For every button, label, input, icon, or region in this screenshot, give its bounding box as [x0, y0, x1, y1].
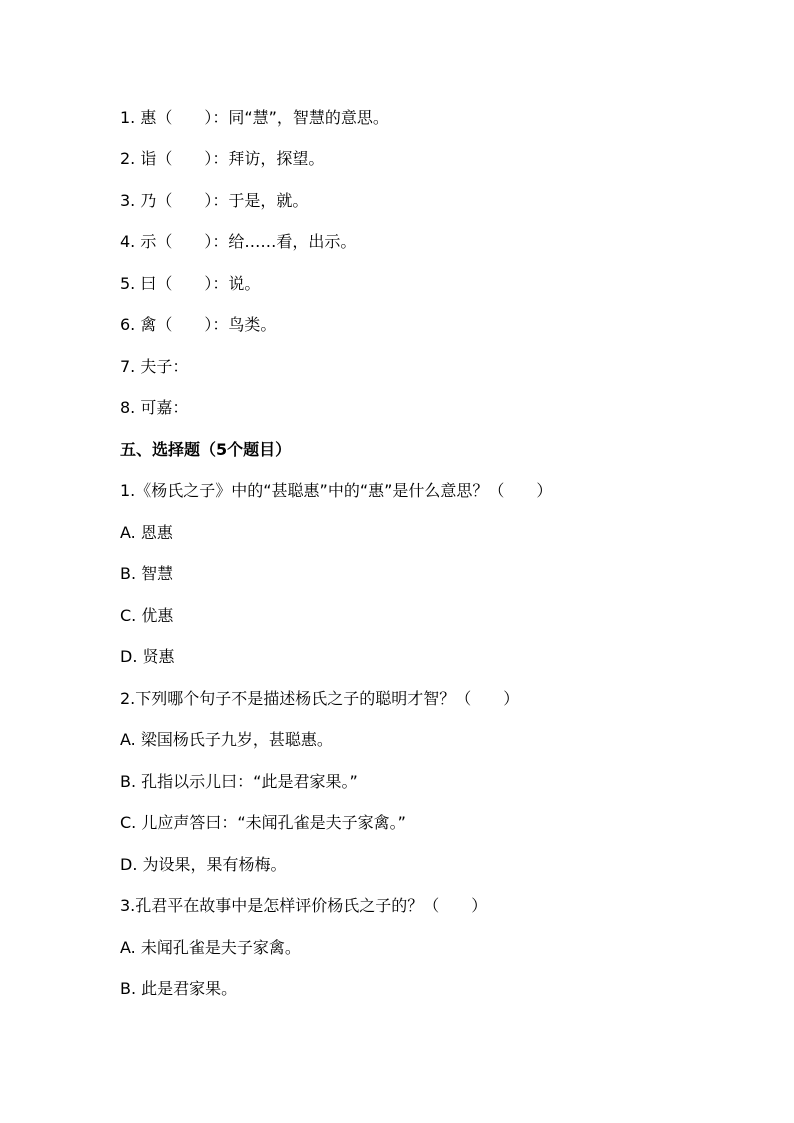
- question-2-stem: 2.下列哪个句子不是描述杨氏之子的聪明才智？（ ）: [120, 689, 520, 708]
- vocab-item-7: 7. 夫子：: [120, 357, 189, 376]
- question-2-option-b: B. 孔指以示儿曰：“此是君家果。”: [120, 772, 358, 791]
- question-2-option-c: C. 儿应声答曰：“未闻孔雀是夫子家禽。”: [120, 813, 406, 832]
- question-1-option-d: D. 贤惠: [120, 647, 175, 666]
- vocab-item-6: 6. 禽（ ）：鸟类。: [120, 315, 277, 334]
- question-3-option-a: A. 未闻孔雀是夫子家禽。: [120, 938, 301, 957]
- question-3-option-b: B. 此是君家果。: [120, 979, 238, 998]
- vocab-item-2: 2. 诣（ ）：拜访，探望。: [120, 149, 325, 168]
- question-3-stem: 3.孔君平在故事中是怎样评价杨氏之子的？（ ）: [120, 896, 488, 915]
- question-1-option-a: A. 恩惠: [120, 523, 173, 542]
- question-2-option-d: D. 为设果，果有杨梅。: [120, 855, 287, 874]
- question-1-stem: 1.《杨氏之子》中的“甚聪惠”中的“惠”是什么意思？（ ）: [120, 481, 553, 500]
- vocab-item-5: 5. 曰（ ）：说。: [120, 274, 261, 293]
- vocab-item-3: 3. 乃（ ）：于是，就。: [120, 191, 309, 210]
- section-title: 五、选择题（5个题目）: [120, 440, 292, 459]
- question-2-option-a: A. 梁国杨氏子九岁，甚聪惠。: [120, 730, 333, 749]
- vocab-item-8: 8. 可嘉：: [120, 398, 189, 417]
- vocab-item-1: 1. 惠（ ）：同“慧”，智慧的意思。: [120, 108, 389, 127]
- question-1-option-c: C. 优惠: [120, 606, 174, 625]
- vocab-item-4: 4. 示（ ）：给……看，出示。: [120, 232, 357, 251]
- question-1-option-b: B. 智慧: [120, 564, 174, 583]
